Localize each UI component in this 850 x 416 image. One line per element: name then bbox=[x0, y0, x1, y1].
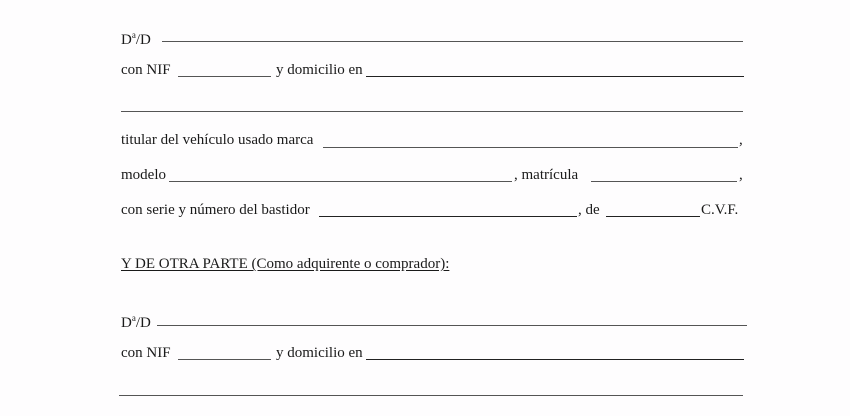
cvf-label: C.V.F. bbox=[701, 202, 739, 218]
seller-domicilio-field[interactable] bbox=[366, 76, 744, 77]
seller-name-field[interactable] bbox=[162, 41, 743, 42]
buyer-domicilio-label: y domicilio en bbox=[276, 345, 363, 361]
buyer-nif-field[interactable] bbox=[178, 359, 271, 360]
vehicle-brand-comma: , bbox=[739, 132, 743, 148]
vehicle-model-label: modelo bbox=[121, 167, 166, 183]
seller-name-label: $D^a/D$ bbox=[121, 30, 151, 48]
vehicle-plate-field[interactable] bbox=[591, 181, 737, 182]
vehicle-plate-comma: , bbox=[739, 167, 743, 183]
buyer-nif-label: con NIF bbox=[121, 345, 171, 361]
de-label: , de bbox=[578, 202, 600, 218]
vehicle-plate-label: , matrícula bbox=[514, 167, 579, 183]
chassis-number-field[interactable] bbox=[319, 216, 577, 217]
vehicle-model-field[interactable] bbox=[169, 181, 512, 182]
vehicle-brand-field[interactable] bbox=[323, 147, 738, 148]
seller-nif-field[interactable] bbox=[178, 76, 271, 77]
seller-domicilio-continuation-field[interactable] bbox=[121, 111, 743, 112]
seller-nif-label: con NIF bbox=[121, 62, 171, 78]
buyer-name-label: $D^a/D$ bbox=[121, 313, 151, 331]
buyer-section-heading: Y DE OTRA PARTE (Como adquirente o comprador): bbox=[121, 256, 450, 272]
vehicle-brand-label: titular del vehículo usado marca bbox=[121, 132, 314, 148]
buyer-domicilio-continuation-field[interactable] bbox=[119, 395, 743, 396]
buyer-domicilio-field[interactable] bbox=[366, 359, 744, 360]
chassis-label: con serie y número del bastidor bbox=[121, 202, 310, 218]
cvf-field[interactable] bbox=[606, 216, 700, 217]
seller-domicilio-label: y domicilio en bbox=[276, 62, 363, 78]
buyer-name-field[interactable] bbox=[157, 325, 747, 326]
